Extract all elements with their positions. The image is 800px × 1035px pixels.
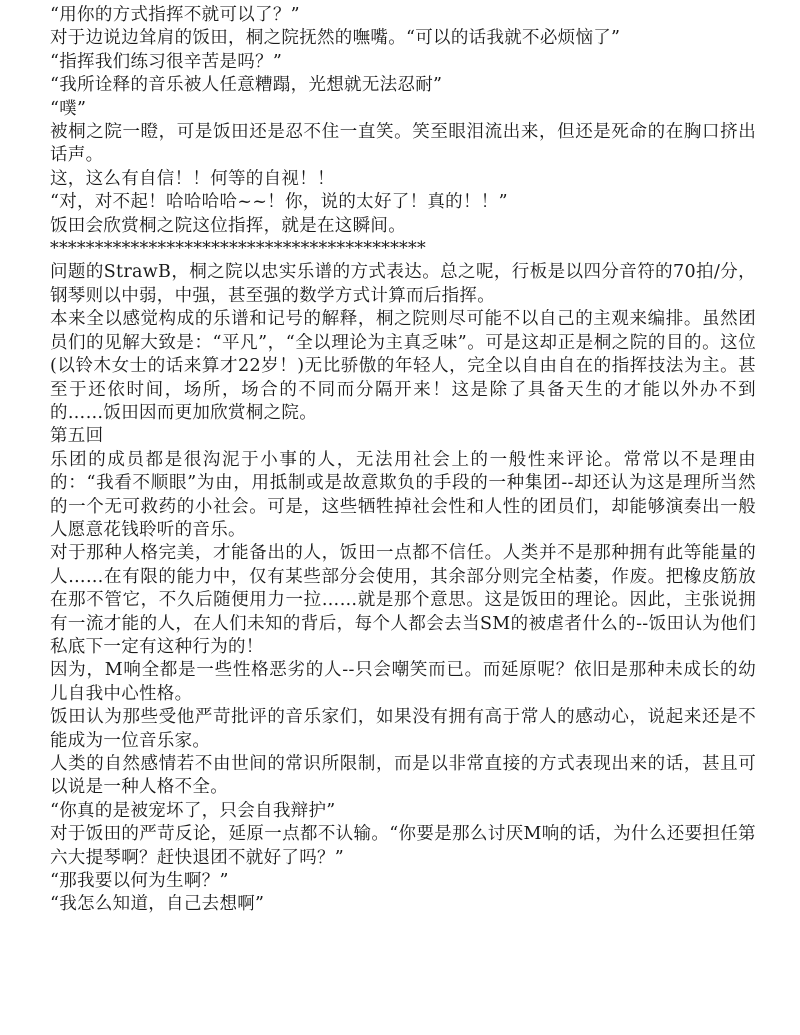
dialogue-line: “噗” <box>50 98 87 119</box>
dialogue-line: “那我要以何为生啊？” <box>50 871 229 892</box>
section-divider: ****************************************** <box>50 239 426 260</box>
dialogue-line: “我所诠释的音乐被人任意糟蹋，光想就无法忍耐” <box>50 75 443 96</box>
narration-paragraph: 对于那种人格完美，才能备出的人，饭田一点都不信任。人类并不是那种拥有此等能量的人……在有限的能力中，仅有某些部分会使用，其余部分则完全枯萎，作废。把橡皮筋放在那不管它，不久后随便用力一拉……就是那个意思。这是饭田的理论。因此，主张说拥有一流才能的人，在人们未知的背后，每个人都会去当SM的被虐者什么的--饭田认为他们私底下一定有这种行为的！ <box>50 543 756 657</box>
narration-paragraph: 饭田认为那些受他严苛批评的音乐家们，如果没有拥有高于常人的感动心，说起来还是不能成为一位音乐家。 <box>50 707 756 751</box>
narration-paragraph: 对于饭田的严苛反论，延原一点都不认输。“你要是那么讨厌M响的话，为什么还要担任第六大提琴啊？赶快退团不就好了吗？” <box>50 824 756 868</box>
narration-paragraph: 因为，M响全都是一些性格恶劣的人--只会嘲笑而已。而延原呢？依旧是那种未成长的幼儿自我中心性格。 <box>50 660 756 704</box>
narration-paragraph: 乐团的成员都是很沟泥于小事的人，无法用社会上的一般性来评论。常常以不是理由的：“我看不顺眼”为由，用抵制或是故意欺负的手段的一种集团--却还认为这是理所当然的一个无可救药的小社会。可是，这些牺牲掉社会性和人性的团员们，却能够演奏出一般人愿意花钱聆听的音乐。 <box>50 449 756 540</box>
chapter-heading: 第五回 <box>50 426 104 447</box>
dialogue-line: “我怎么知道，自己去想啊” <box>50 894 265 915</box>
narration-paragraph: 人类的自然感情若不由世间的常识所限制，而是以非常直接的方式表现出来的话，甚且可以说是一种人格不全。 <box>50 754 756 798</box>
narration-paragraph: 这，这么有自信！！何等的自视！！ <box>50 168 335 189</box>
dialogue-line: “用你的方式指挥不就可以了？” <box>50 5 300 25</box>
narration-paragraph: 问题的StrawB，桐之院以忠实乐谱的方式表达。总之呢，行板是以四分音符的70拍/分，钢琴则以中弱，中强，甚至强的数学方式计算而后指挥。 <box>50 262 756 306</box>
narration-paragraph: 对于边说边耸肩的饭田，桐之院抚然的嘸嘴。“可以的话我就不必烦恼了” <box>50 28 621 49</box>
dialogue-line: “指挥我们练习很辛苦是吗？” <box>50 51 283 72</box>
dialogue-line: “对，对不起！哈哈哈哈~~！你，说的太好了！真的！！” <box>50 192 508 213</box>
narration-paragraph: 被桐之院一瞪，可是饭田还是忍不住一直笑。笑至眼泪流出来，但还是死命的在胸口挤出话声。 <box>50 122 756 166</box>
narration-paragraph: 本来全以感觉构成的乐谱和记号的解释，桐之院则尽可能不以自己的主观来编排。虽然团员们的见解大致是：“平凡”，“全以理论为主真乏味”。可是这却正是桐之院的目的。这位(以铃木女士的话来算才22岁！)无比骄傲的年轻人，完全以自由自在的指挥技法为主。甚至于还依时间，场所，场合的不同而分隔开来！这是除了具备天生的才能以外办不到的……饭田因而更加欣赏桐之院。 <box>50 309 756 423</box>
dialogue-line: “你真的是被宠坏了，只会自我辩护” <box>50 800 336 821</box>
narration-paragraph: 饭田会欣赏桐之院这位指挥，就是在这瞬间。 <box>50 215 406 236</box>
